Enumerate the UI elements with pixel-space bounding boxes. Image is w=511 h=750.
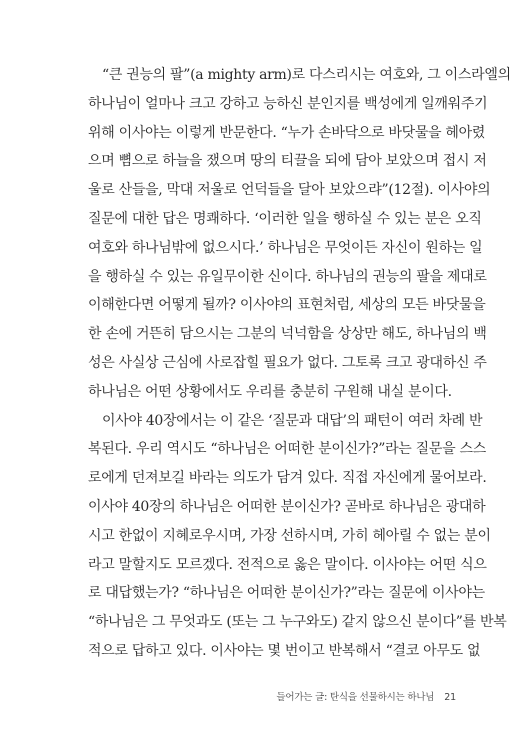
page-footer xyxy=(266,689,456,703)
text-line: 울로 산들을, 막대 저울로 언덕들을 달아 보았으랴”(12절). 이사야의 xyxy=(88,182,491,199)
text-line: 복된다. 우리 역시도 “하나님은 어떠한 분이신가?”라는 질문을 스스 xyxy=(88,441,486,458)
text-line: 적으로 답하고 있다. 이사야는 몇 번이고 반복해서 “결코 아무도 없 xyxy=(88,642,481,659)
text-line: 로에게 던져보길 바라는 의도가 담겨 있다. 직접 자신에게 물어보라. xyxy=(88,470,487,487)
text-line: 한 손에 거뜬히 담으시는 그분의 넉넉함을 상상만 해도, 하나님의 백 xyxy=(88,326,487,343)
text-line: 하나님은 어떤 상황에서도 우리를 충분히 구원해 내실 분이다. xyxy=(88,383,452,400)
text-line: 으며 뼘으로 하늘을 쟀으며 땅의 티끌을 되에 담아 보았으며 접시 저 xyxy=(88,153,487,170)
paragraph xyxy=(88,407,507,666)
text-line: 을 행하실 수 있는 유일무이한 신이다. 하나님의 권능의 팔을 제대로 xyxy=(88,268,487,285)
text-line: 하나님이 얼마나 크고 강하고 능하신 분인지를 백성에게 일깨워주기 xyxy=(88,95,488,112)
text-line: 로 대답했는가? “하나님은 어떠한 분이신가?”라는 질문에 이사야는 xyxy=(88,585,485,602)
text-line: 시고 한없이 지혜로우시며, 가장 선하시며, 가히 헤아릴 수 없는 분이 xyxy=(88,527,491,544)
text-line: 라고 말할지도 모르겠다. 전적으로 옳은 말이다. 이사야는 어떤 식으 xyxy=(88,556,487,573)
text-line: 성은 사실상 근심에 사로잡힐 필요가 없다. 그토록 크고 광대하신 주 xyxy=(88,354,487,371)
text-line: 질문에 대한 답은 명쾌하다. ‘이러한 일을 행하실 수 있는 분은 오직 xyxy=(88,210,482,227)
text-line: 이사야 40장에서는 이 같은 ‘질문과 대답’의 패턴이 여러 차례 반 xyxy=(102,412,483,429)
text-line: 여호와 하나님밖에 없으시다.’ 하나님은 무엇이든 자신이 원하는 일 xyxy=(88,239,483,256)
paragraph xyxy=(88,61,511,407)
page-number: 21 xyxy=(444,692,456,703)
text-line: 위해 이사야는 이렇게 반문한다. “누가 손바닥으로 바닷물을 헤아렸 xyxy=(88,124,486,141)
running-title: 들어가는 글: 탄식을 선물하시는 하나님 xyxy=(276,692,435,703)
text-line: “큰 권능의 팔”(a mighty arm)로 다스리시는 여호와, 그 이스라엘의 xyxy=(102,67,511,83)
text-line: 이해한다면 어떻게 될까? 이사야의 표현처럼, 세상의 모든 바닷물을 xyxy=(88,297,486,314)
body-text xyxy=(88,61,511,666)
text-line: “하나님은 그 무엇과도 (또는 그 누구와도) 같지 않으신 분이다”를 반복 xyxy=(88,614,507,631)
text-line: 이사야 40장의 하나님은 어떠한 분이신가? 곧바로 하나님은 광대하 xyxy=(88,498,486,515)
